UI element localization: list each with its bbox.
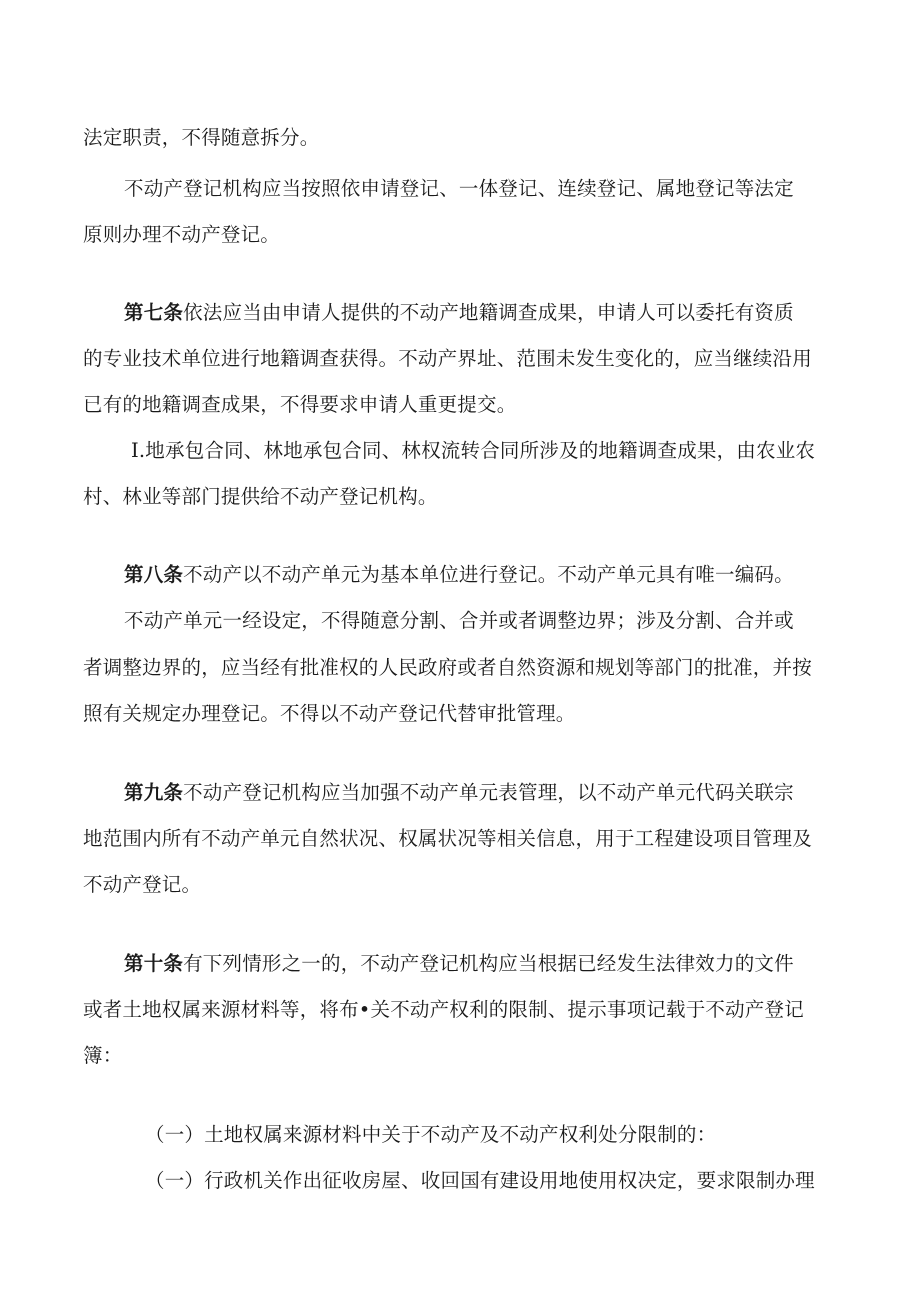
article-8-line bbox=[124, 563, 864, 587]
paragraph-line: 不动产单元一经设定，不得随意分割、合并或者调整边界；涉及分割、合并或 bbox=[124, 609, 794, 632]
paragraph-line: 村、林业等部门提供给不动产登记机构。 bbox=[83, 485, 438, 508]
article-label: 第七条 bbox=[124, 301, 184, 324]
article-10-line bbox=[124, 952, 864, 976]
paragraph-line: 簿： bbox=[83, 1044, 123, 1067]
article-label: 第九条 bbox=[124, 781, 184, 804]
article-text: 依法应当由申请人提供的不动产地籍调查成果，申请人可以委托有资质 bbox=[183, 301, 794, 324]
article-text: 有下列情形之一的，不动产登记机构应当根据已经发生法律效力的文件 bbox=[183, 952, 794, 975]
article-7-line bbox=[124, 301, 864, 325]
article-label: 第八条 bbox=[124, 563, 184, 586]
paragraph-line: 不动产登记机构应当按照依申请登记、一体登记、连续登记、属地登记等法定 bbox=[124, 177, 794, 200]
paragraph-line: 地范围内所有不动产单元自然状况、权属状况等相关信息，用于工程建设项目管理及 bbox=[83, 827, 812, 850]
paragraph-line: 者调整边界的，应当经有批准权的人民政府或者自然资源和规划等部门的批准，并按 bbox=[83, 656, 812, 679]
paragraph-line: 已有的地籍调查成果，不得要求申请人重更提交。 bbox=[83, 393, 517, 416]
paragraph-line: 不动产登记。 bbox=[83, 873, 202, 896]
paragraph-line: 原则办理不动产登记。 bbox=[83, 223, 281, 246]
paragraph-line: 照有关规定办理登记。不得以不动产登记代替审批管理。 bbox=[83, 702, 576, 725]
list-item: （一）行政机关作出征收房屋、收回国有建设用地使用权决定，要求限制办理 bbox=[145, 1169, 815, 1192]
article-9-line bbox=[124, 781, 864, 805]
list-item: （一）土地权属来源材料中关于不动产及不动产权利处分限制的： bbox=[145, 1123, 717, 1146]
article-text: 不动产以不动产单元为基本单位进行登记。不动产单元具有唯一编码。 bbox=[183, 563, 794, 586]
paragraph-line: 法定职责，不得随意拆分。 bbox=[83, 126, 320, 149]
article-label: 第十条 bbox=[124, 952, 184, 975]
paragraph-line: 的专业技术单位进行地籍调查获得。不动产界址、范围未发生变化的，应当继续沿用 bbox=[83, 347, 812, 370]
article-text: 不动产登记机构应当加强不动产单元表管理，以不动产单元代码关联宗 bbox=[183, 781, 794, 804]
paragraph-line: 或者土地权属来源材料等，将布•关不动产权利的限制、提示事项记载于不动产登记 bbox=[83, 998, 804, 1021]
paragraph-line: I.地承包合同、林地承包合同、林权流转合同所涉及的地籍调查成果，由农业农 bbox=[131, 439, 816, 462]
